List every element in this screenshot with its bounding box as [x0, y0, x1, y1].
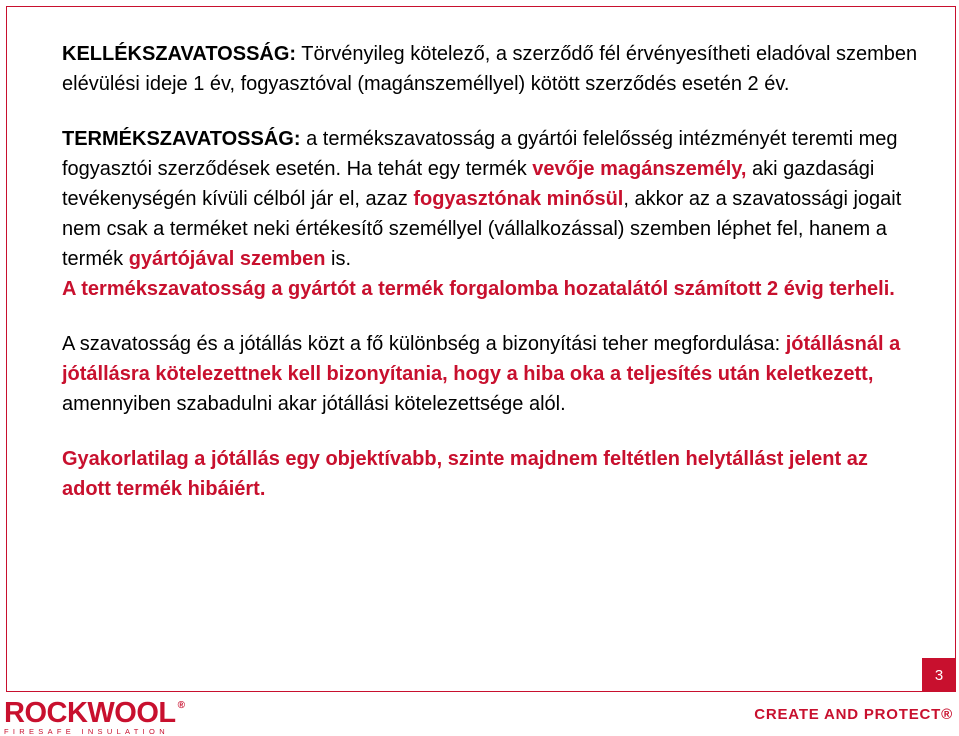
logo-wordmark [4, 697, 194, 729]
paragraph-difference [62, 329, 922, 419]
rockwool-logo [4, 697, 194, 736]
tagline: CREATE AND PROTECT® [754, 706, 953, 723]
highlight-text: vevője magánszemély, [532, 158, 747, 180]
paragraph-termekszavatossag [62, 124, 922, 304]
logo-subtitle: FIRESAFE INSULATION [4, 727, 169, 736]
paragraph-conclusion [62, 444, 922, 504]
paragraph-text: is. [325, 248, 351, 270]
paragraph-text: , akkor az a szavatossági jogait nem csak a terméket neki értékesítő személlyel (vállalkozással) szemben léphet fel, hanem a termék [62, 188, 902, 270]
term-termekszavatossag: TERMÉKSZAVATOSSÁG: [62, 128, 301, 150]
paragraph-text: amennyiben szabadulni akar jótállási kötelezettsége alól. [62, 393, 566, 415]
paragraph-text: a termékszavatosság a gyártói felelősség intézményét teremti meg fogyasztói szerződések esetén. Ha tehát egy termék [62, 128, 898, 180]
logo-registered-mark: ® [177, 700, 185, 711]
slide-content [62, 39, 922, 529]
highlight-text: fogyasztónak minősül [413, 188, 624, 210]
highlight-text: gyártójával szemben [128, 248, 326, 270]
paragraph-kellekszavatossag [62, 39, 922, 99]
paragraph-text: Törvényileg kötelező, a szerződő fél érvényesítheti eladóval szemben elévülési ideje 1 év, fogyasztóval (magánszeméllyel) kötött szerződés esetén 2 év. [62, 43, 918, 95]
logo-name: ROCKWOOL [4, 697, 176, 729]
highlight-text: A termékszavatosság a gyártót a termék forgalomba hozatalától számított 2 évig terheli. [62, 278, 895, 300]
term-kellekszavatossag: KELLÉKSZAVATOSSÁG: [62, 43, 297, 65]
paragraph-text: aki gazdasági tevékenységén kívüli célból jár el, azaz [62, 158, 875, 210]
highlight-text: Gyakorlatilag a jótállás egy objektívabb, szinte majdnem feltétlen helytállást jelent az adott termék hibáiért. [62, 448, 868, 500]
highlight-text: jótállásnál a jótállásra kötelezettnek kell bizonyítania, hogy a hiba oka a teljesítés után keletkezett, [62, 333, 901, 385]
page-number-badge: 3 [922, 658, 956, 692]
paragraph-text: A szavatosság és a jótállás közt a fő különbség a bizonyítási teher megfordulása: [62, 333, 786, 355]
